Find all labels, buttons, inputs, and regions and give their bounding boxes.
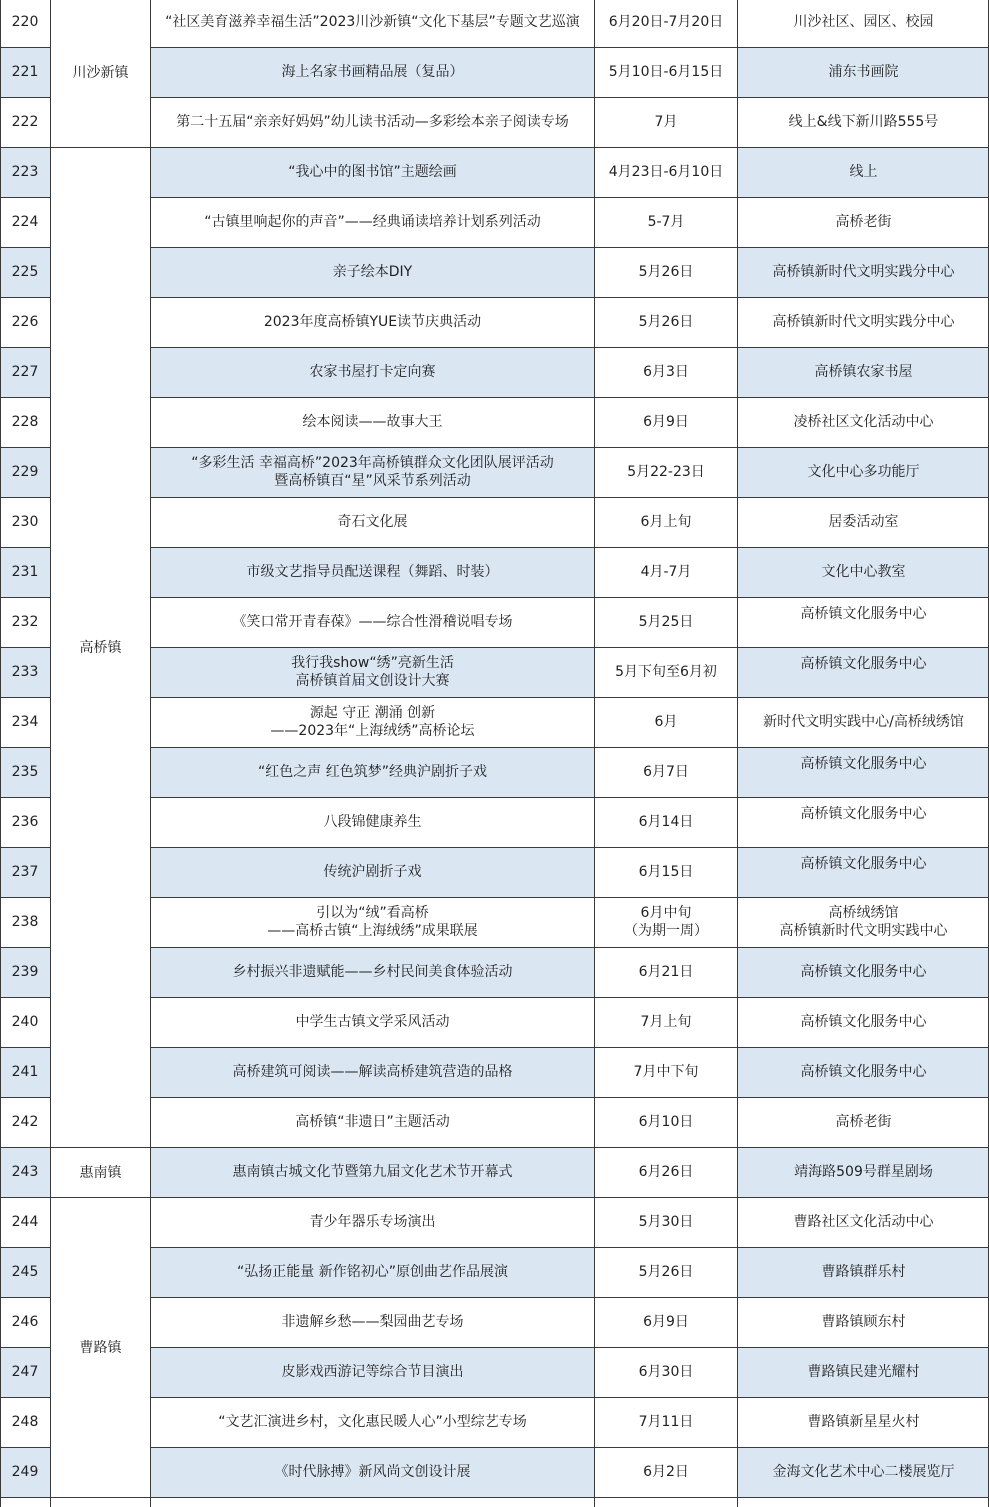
- row-divider: [150, 597, 989, 598]
- row-divider: [0, 697, 51, 698]
- activity-title: 传统沪剧折子戏: [151, 847, 594, 897]
- row-divider: [0, 97, 51, 98]
- activity-venue: 高桥镇文化服务中心: [738, 947, 989, 997]
- column-divider: [150, 0, 151, 1507]
- activity-title: “我心中的图书馆”主题绘画: [151, 147, 594, 197]
- row-divider: [0, 1047, 51, 1048]
- cell-text: 引以为“绒”看高桥 ——高桥古镇“上海绒绣”成果联展: [267, 905, 478, 939]
- row-number: 247: [0, 1347, 50, 1397]
- activity-title: 八段锦健康养生: [323, 814, 422, 830]
- row-number: 224: [11, 214, 39, 230]
- activity-venue: 金海文化艺术中心二楼展览厅: [738, 1447, 989, 1497]
- activity-date: 6月15日: [638, 864, 694, 880]
- row-divider: [0, 1447, 51, 1448]
- row-divider: [150, 347, 989, 348]
- activity-title: 中学生古镇文学采风活动: [295, 1014, 450, 1030]
- row-number: 236: [11, 814, 39, 830]
- activity-venue: 高桥镇文化服务中心: [800, 606, 927, 622]
- row-divider: [150, 297, 989, 298]
- activity-title: 皮影戏西游记等综合节目演出: [151, 1347, 594, 1397]
- row-number: 249: [0, 1447, 50, 1497]
- activity-title: 高桥镇“非遗日”主题活动: [295, 1114, 450, 1130]
- town-name: 惠南镇: [51, 1147, 150, 1197]
- row-divider: [150, 1097, 989, 1098]
- activity-title: 惠南镇古城文化节暨第九届文化艺术节开幕式: [151, 1147, 594, 1197]
- activity-date: 6月14日: [638, 814, 694, 830]
- row-number: 240: [11, 1014, 39, 1030]
- activity-date: 5月10日-6月15日: [608, 64, 724, 80]
- activity-venue: 高桥镇文化服务中心: [738, 647, 989, 697]
- activity-title: 农家书屋打卡定向赛: [151, 347, 594, 397]
- row-divider: [150, 997, 989, 998]
- row-divider: [0, 147, 989, 148]
- activity-date: 6月30日: [638, 1364, 694, 1380]
- row-number: 220: [11, 14, 39, 30]
- activity-title: 乡村振兴非遗赋能——乡村民间美食体验活动: [151, 947, 594, 997]
- row-divider: [150, 547, 989, 548]
- activity-title: 高桥建筑可阅读——解读高桥建筑营造的品格: [151, 1047, 594, 1097]
- activity-title: “社区美育滋养幸福生活”2023川沙新镇“文化下基层”专题文艺巡演: [165, 14, 580, 30]
- activity-venue: 凌桥社区文化活动中心: [793, 414, 934, 430]
- row-divider: [0, 1347, 51, 1348]
- row-divider: [150, 947, 989, 948]
- activity-title: 非遗解乡愁——梨园曲艺专场: [281, 1314, 464, 1330]
- row-divider: [150, 97, 989, 98]
- column-divider: [0, 0, 1, 1507]
- activity-title: 《笑口常开青春葆》——综合性滑稽说唱专场: [232, 614, 513, 630]
- activity-date: 6月9日: [643, 414, 689, 430]
- activity-venue: 曹路镇民建光耀村: [738, 1347, 989, 1397]
- row-divider: [150, 1447, 989, 1448]
- activity-venue: 高桥镇农家书屋: [738, 347, 989, 397]
- row-number: 244: [11, 1214, 39, 1230]
- row-number: 245: [0, 1247, 50, 1297]
- row-divider: [150, 47, 989, 48]
- row-divider: [0, 847, 51, 848]
- row-divider: [0, 1297, 51, 1298]
- activity-venue: 川沙社区、园区、校园: [793, 14, 934, 30]
- town-name: 川沙新镇: [51, 0, 150, 147]
- cell-text: 源起 守正 潮涌 创新 ——2023年“上海绒绣”高桥论坛: [270, 705, 475, 739]
- row-divider: [0, 797, 51, 798]
- activity-title: 海上名家书画精品展（复品）: [151, 47, 594, 97]
- cell-text: 高桥绒绣馆 高桥镇新时代文明实践中心: [779, 905, 948, 939]
- activity-venue: [738, 897, 989, 947]
- activity-date: 5月下旬至6月初: [615, 664, 717, 680]
- row-number: 232: [11, 614, 39, 630]
- activity-date: 6月10日: [638, 1114, 694, 1130]
- activity-date: 6月3日: [643, 364, 689, 380]
- activity-date: 5月22-23日: [627, 464, 705, 480]
- row-divider: [0, 897, 51, 898]
- activity-title: 市级文艺指导员配送课程（舞蹈、时装）: [151, 547, 594, 597]
- row-number: 229: [0, 447, 50, 497]
- activity-title: 2023年度高桥镇YUE读节庆典活动: [263, 314, 482, 330]
- row-divider: [150, 697, 989, 698]
- activity-date: 7月: [654, 114, 678, 130]
- row-divider: [0, 647, 51, 648]
- activity-date: 5月30日: [638, 1214, 694, 1230]
- row-number: 230: [11, 514, 39, 530]
- activity-title: 绘本阅读——故事大王: [302, 414, 443, 430]
- activity-venue: 曹路社区文化活动中心: [793, 1214, 934, 1230]
- row-divider: [0, 547, 51, 548]
- row-divider: [150, 847, 989, 848]
- activity-venue: 浦东书画院: [738, 47, 989, 97]
- activity-venue: 高桥镇文化服务中心: [738, 1047, 989, 1097]
- activity-date: 5月26日: [638, 314, 694, 330]
- activity-date: 6月: [654, 714, 678, 730]
- row-divider: [150, 1397, 989, 1398]
- cell-text: “多彩生活 幸福高桥”2023年高桥镇群众文化团队展评活动 暨高桥镇百“星”风采节系列活动: [191, 455, 554, 489]
- activity-venue: 高桥老街: [835, 1114, 892, 1130]
- activity-title: [151, 897, 594, 947]
- activity-title: “文艺汇演进乡村，文化惠民暖人心”小型综艺专场: [218, 1414, 527, 1430]
- row-divider: [150, 447, 989, 448]
- activity-venue: 高桥老街: [835, 214, 892, 230]
- activity-title: [151, 647, 594, 697]
- row-divider: [150, 1347, 989, 1348]
- activity-date: 5月26日: [638, 264, 694, 280]
- row-number: 223: [0, 147, 50, 197]
- row-divider: [0, 997, 51, 998]
- activity-date: 7月11日: [638, 1414, 694, 1430]
- row-number: 227: [0, 347, 50, 397]
- row-divider: [0, 247, 51, 248]
- activity-date: 5月25日: [638, 614, 694, 630]
- activity-title: [151, 447, 594, 497]
- row-number: 228: [11, 414, 39, 430]
- row-divider: [0, 397, 51, 398]
- row-number: 238: [11, 914, 39, 930]
- activity-title: 奇石文化展: [337, 514, 408, 530]
- activity-venue: 文化中心多功能厅: [738, 447, 989, 497]
- cell-text: 我行我show“绣”亮新生活 高桥镇首届文创设计大赛: [291, 655, 454, 689]
- row-divider: [0, 1497, 989, 1498]
- row-divider: [150, 647, 989, 648]
- activity-date: 5月26日: [638, 1264, 694, 1280]
- activity-venue: 高桥镇文化服务中心: [800, 806, 927, 822]
- activity-venue: 线上: [738, 147, 989, 197]
- activity-venue: 线上&线下新川路555号: [788, 114, 939, 130]
- row-number: 239: [0, 947, 50, 997]
- activity-date: 6月26日: [638, 1164, 694, 1180]
- activity-date: 7月上旬: [640, 1014, 692, 1030]
- activity-title: “弘扬正能量 新作铭初心”原创曲艺作品展演: [151, 1247, 594, 1297]
- row-divider: [0, 347, 51, 348]
- row-divider: [0, 447, 51, 448]
- cell-text: 6月中旬 （为期一周）: [624, 905, 708, 939]
- row-divider: [0, 1197, 989, 1198]
- activity-title: “古镇里响起你的声音”——经典诵读培养计划系列活动: [204, 214, 541, 230]
- activity-date: 6月2日: [643, 1464, 689, 1480]
- row-divider: [0, 1397, 51, 1398]
- column-divider: [50, 0, 51, 1507]
- row-number: 234: [11, 714, 39, 730]
- activity-date: [595, 897, 737, 947]
- activity-date: 6月上旬: [640, 514, 692, 530]
- activity-venue: 靖海路509号群星剧场: [738, 1147, 989, 1197]
- activity-title: 亲子绘本DIY: [151, 247, 594, 297]
- activity-venue: 曹路镇群乐村: [738, 1247, 989, 1297]
- row-number: 246: [11, 1314, 39, 1330]
- activity-title: 第二十五届“亲亲好妈妈”幼儿读书活动—多彩绘本亲子阅读专场: [176, 114, 569, 130]
- activity-title: 《时代脉搏》新风尚文创设计展: [151, 1447, 594, 1497]
- row-number: 243: [0, 1147, 50, 1197]
- row-number: 225: [0, 247, 50, 297]
- row-divider: [0, 747, 51, 748]
- row-divider: [0, 297, 51, 298]
- row-divider: [150, 897, 989, 898]
- row-number: 222: [11, 114, 39, 130]
- activity-date: 5-7月: [647, 214, 685, 230]
- row-divider: [150, 1247, 989, 1248]
- activity-venue: 高桥镇新时代文明实践分中心: [772, 314, 955, 330]
- activity-venue: 高桥镇新时代文明实践分中心: [738, 247, 989, 297]
- activity-venue: 新时代文明实践中心/高桥绒绣馆: [763, 714, 964, 730]
- activity-date: 6月9日: [643, 1314, 689, 1330]
- row-divider: [0, 597, 51, 598]
- activity-venue: 曹路镇顾东村: [821, 1314, 906, 1330]
- row-number: 242: [11, 1114, 39, 1130]
- row-number: 221: [0, 47, 50, 97]
- activity-date: 4月-7月: [640, 564, 692, 580]
- activity-title: 青少年器乐专场演出: [309, 1214, 436, 1230]
- row-divider: [0, 1097, 51, 1098]
- activity-date: 4月23日-6月10日: [608, 164, 724, 180]
- row-divider: [150, 1047, 989, 1048]
- activity-date: 6月21日: [638, 964, 694, 980]
- activity-date: 6月7日: [643, 764, 689, 780]
- row-divider: [150, 497, 989, 498]
- row-number: 231: [0, 547, 50, 597]
- activity-venue: 曹路镇新星星火村: [807, 1414, 920, 1430]
- row-divider: [150, 247, 989, 248]
- column-divider: [594, 0, 595, 1507]
- row-divider: [0, 497, 51, 498]
- column-divider: [737, 0, 738, 1507]
- row-divider: [0, 1147, 989, 1148]
- row-divider: [0, 947, 51, 948]
- row-number: 248: [11, 1414, 39, 1430]
- town-name: 高桥镇: [51, 147, 150, 1147]
- row-number: 235: [0, 747, 50, 797]
- activity-title: [151, 697, 594, 747]
- activity-date: 6月20日-7月20日: [608, 14, 724, 30]
- row-number: 233: [0, 647, 50, 697]
- row-number: 241: [0, 1047, 50, 1097]
- activity-venue: 居委活动室: [828, 514, 899, 530]
- activity-venue: 高桥镇文化服务中心: [738, 747, 989, 797]
- row-divider: [0, 47, 51, 48]
- row-number: 226: [11, 314, 39, 330]
- row-number: 237: [0, 847, 50, 897]
- row-divider: [150, 197, 989, 198]
- row-divider: [150, 797, 989, 798]
- row-divider: [0, 1247, 51, 1248]
- row-divider: [150, 747, 989, 748]
- activity-venue: 文化中心教室: [738, 547, 989, 597]
- activity-date: 7月中下旬: [633, 1064, 699, 1080]
- activity-title: “红色之声 红色筑梦”经典沪剧折子戏: [151, 747, 594, 797]
- row-divider: [0, 197, 51, 198]
- activity-venue: 高桥镇文化服务中心: [800, 1014, 927, 1030]
- row-divider: [150, 397, 989, 398]
- row-divider: [150, 1297, 989, 1298]
- town-name: 曹路镇: [51, 1197, 150, 1497]
- activity-venue: 高桥镇文化服务中心: [738, 847, 989, 897]
